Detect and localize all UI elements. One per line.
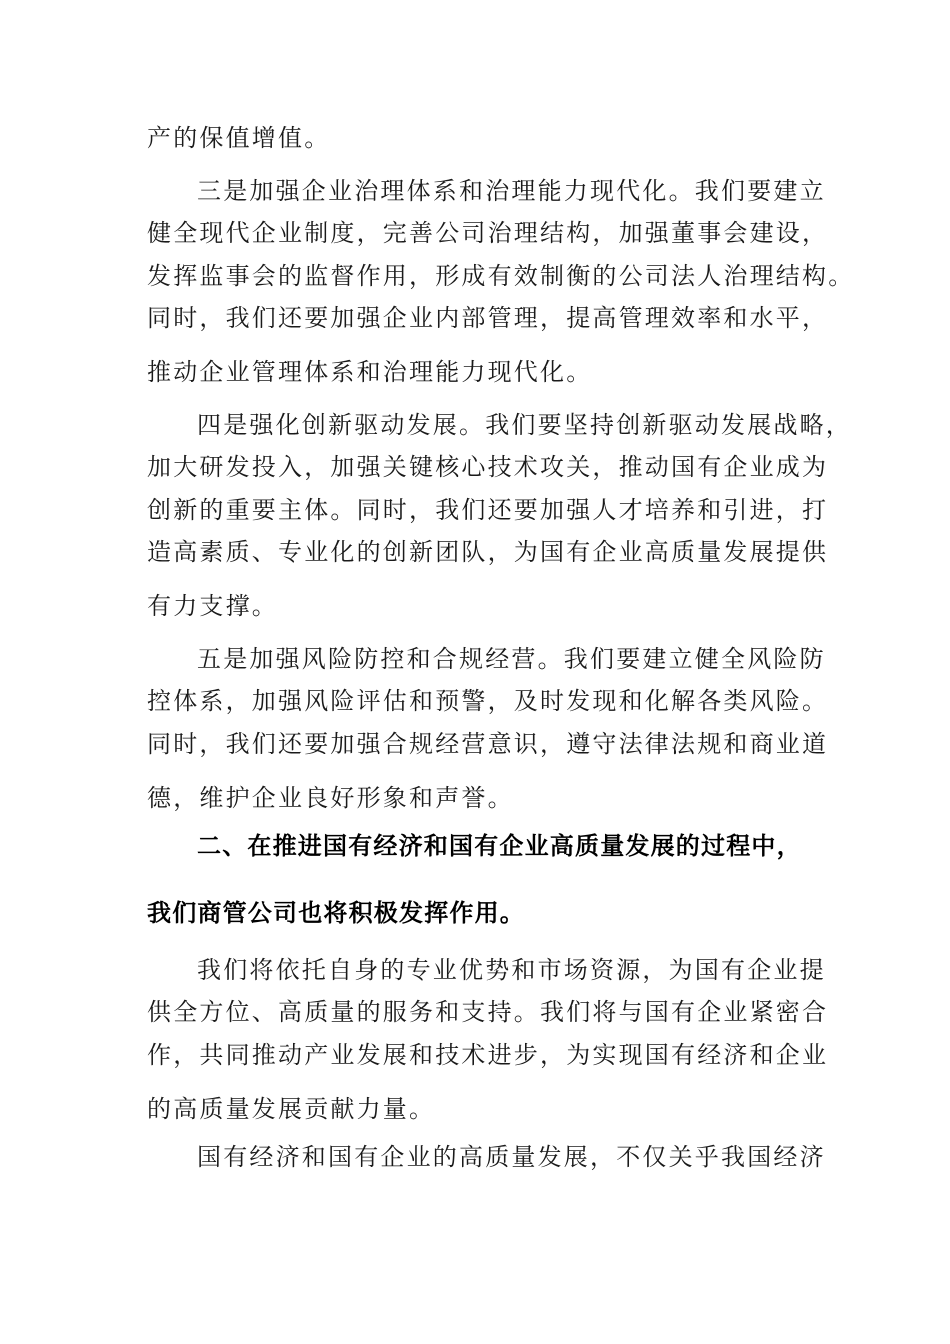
paragraph-line: 的高质量发展贡献力量。 — [147, 1095, 436, 1123]
paragraph-line: 同时，我们还要加强合规经营意识，遵守法律法规和商业道 — [147, 730, 829, 758]
paragraph-line: 控体系，加强风险评估和预警，及时发现和化解各类风险。 — [147, 687, 829, 715]
paragraph-line: 五是加强风险防控和合规经营。我们要建立健全风险防 — [197, 645, 826, 673]
paragraph-line: 四是强化创新驱动发展。我们要坚持创新驱动发展战略， — [197, 411, 852, 439]
paragraph-line: 德，维护企业良好形象和声誉。 — [147, 784, 514, 812]
paragraph-line: 有力支撑。 — [147, 592, 278, 620]
paragraph-line: 加大研发投入，加强关键核心技术攻关，推动国有企业成为 — [147, 453, 829, 481]
paragraph-line: 造高素质、专业化的创新团队，为国有企业高质量发展提供 — [147, 538, 829, 566]
paragraph-line: 我们将依托自身的专业优势和市场资源，为国有企业提 — [197, 956, 826, 984]
paragraph-line: 国有经济和国有企业的高质量发展，不仅关乎我国经济 — [197, 1143, 826, 1171]
paragraph-line: 推动企业管理体系和治理能力现代化。 — [147, 358, 593, 386]
paragraph-line: 同时，我们还要加强企业内部管理，提高管理效率和水平， — [147, 304, 829, 332]
paragraph-line: 健全现代企业制度，完善公司治理结构，加强董事会建设， — [147, 219, 829, 247]
paragraph-line: 发挥监事会的监督作用，形成有效制衡的公司法人治理结构。 — [147, 262, 855, 290]
section-heading: 我们商管公司也将积极发挥作用。 — [147, 899, 525, 927]
paragraph-line: 三是加强企业治理体系和治理能力现代化。我们要建立 — [197, 177, 826, 205]
section-heading: 二、在推进国有经济和国有企业高质量发展的过程中， — [197, 832, 802, 860]
paragraph-line: 创新的重要主体。同时，我们还要加强人才培养和引进，打 — [147, 496, 829, 524]
paragraph-line: 供全方位、高质量的服务和支持。我们将与国有企业紧密合 — [147, 998, 829, 1026]
paragraph-line: 作，共同推动产业发展和技术进步，为实现国有经济和企业 — [147, 1041, 829, 1069]
paragraph-line: 产的保值增值。 — [147, 124, 331, 152]
